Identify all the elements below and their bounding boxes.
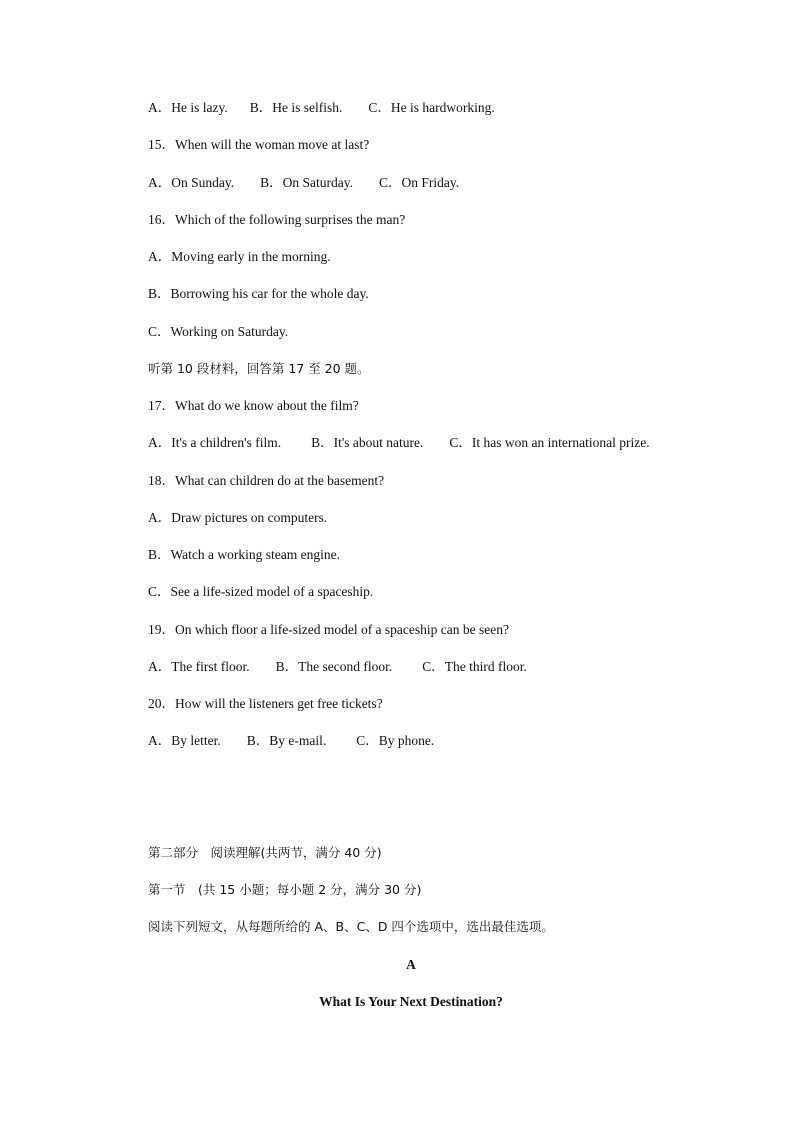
q19-option-a: A．The first floor. bbox=[148, 659, 250, 674]
q15-option-c: C．On Friday. bbox=[379, 175, 460, 190]
q17-stem: 17．What do we know about the film? bbox=[148, 398, 359, 413]
q20-option-c: C．By phone. bbox=[356, 733, 435, 748]
q20-option-b: B．By e-mail. bbox=[246, 733, 327, 748]
passage-letter: A bbox=[406, 957, 416, 972]
section-note: 听第 10 段材料，回答第 17 至 20 题。 bbox=[148, 361, 370, 376]
q16-option-b: B．Borrowing his car for the whole day. bbox=[148, 286, 369, 301]
q18-option-a: A．Draw pictures on computers. bbox=[148, 510, 328, 525]
q19-option-b: B．The second floor. bbox=[275, 659, 393, 674]
q20-options-row bbox=[148, 733, 434, 749]
q16-option-a: A．Moving early in the morning. bbox=[148, 249, 331, 264]
q20-stem: 20．How will the listeners get free tickets? bbox=[148, 696, 383, 711]
q15-options-row bbox=[148, 175, 459, 191]
q17-options-row bbox=[148, 435, 650, 451]
q15-stem: 15．When will the woman move at last? bbox=[148, 137, 370, 152]
q18-option-c: C．See a life-sized model of a spaceship. bbox=[148, 584, 374, 599]
q16-option-c: C．Working on Saturday. bbox=[148, 324, 289, 339]
q14-option-c: C．He is hardworking. bbox=[368, 100, 495, 115]
q15-option-a: A．On Sunday. bbox=[148, 175, 235, 190]
q19-options-row bbox=[148, 659, 527, 675]
passage-title: What Is Your Next Destination? bbox=[319, 994, 503, 1009]
q18-option-b: B．Watch a working steam engine. bbox=[148, 547, 340, 562]
q17-option-b: B．It's about nature. bbox=[311, 435, 424, 450]
q14-option-b: B．He is selfish. bbox=[249, 100, 343, 115]
q19-option-c: C．The third floor. bbox=[422, 659, 527, 674]
q17-option-a: A．It's a children's film. bbox=[148, 435, 282, 450]
q16-stem: 16．Which of the following surprises the man? bbox=[148, 212, 406, 227]
part2-title: 第二部分 阅读理解(共两节，满分 40 分) bbox=[148, 845, 382, 860]
part2-instruction: 阅读下列短文，从每题所给的 A、B、C、D 四个选项中，选出最佳选项。 bbox=[148, 919, 554, 934]
q19-stem: 19．On which floor a life-sized model of a spaceship can be seen? bbox=[148, 622, 509, 637]
q20-option-a: A．By letter. bbox=[148, 733, 221, 748]
q14-option-a: A．He is lazy. bbox=[148, 100, 228, 115]
q17-option-c: C．It has won an international prize. bbox=[449, 435, 650, 450]
q18-stem: 18．What can children do at the basement? bbox=[148, 473, 385, 488]
q15-option-b: B．On Saturday. bbox=[260, 175, 353, 190]
q14-options-row bbox=[148, 100, 495, 116]
part2-section1: 第一节 (共 15 小题；每小题 2 分，满分 30 分) bbox=[148, 882, 422, 897]
